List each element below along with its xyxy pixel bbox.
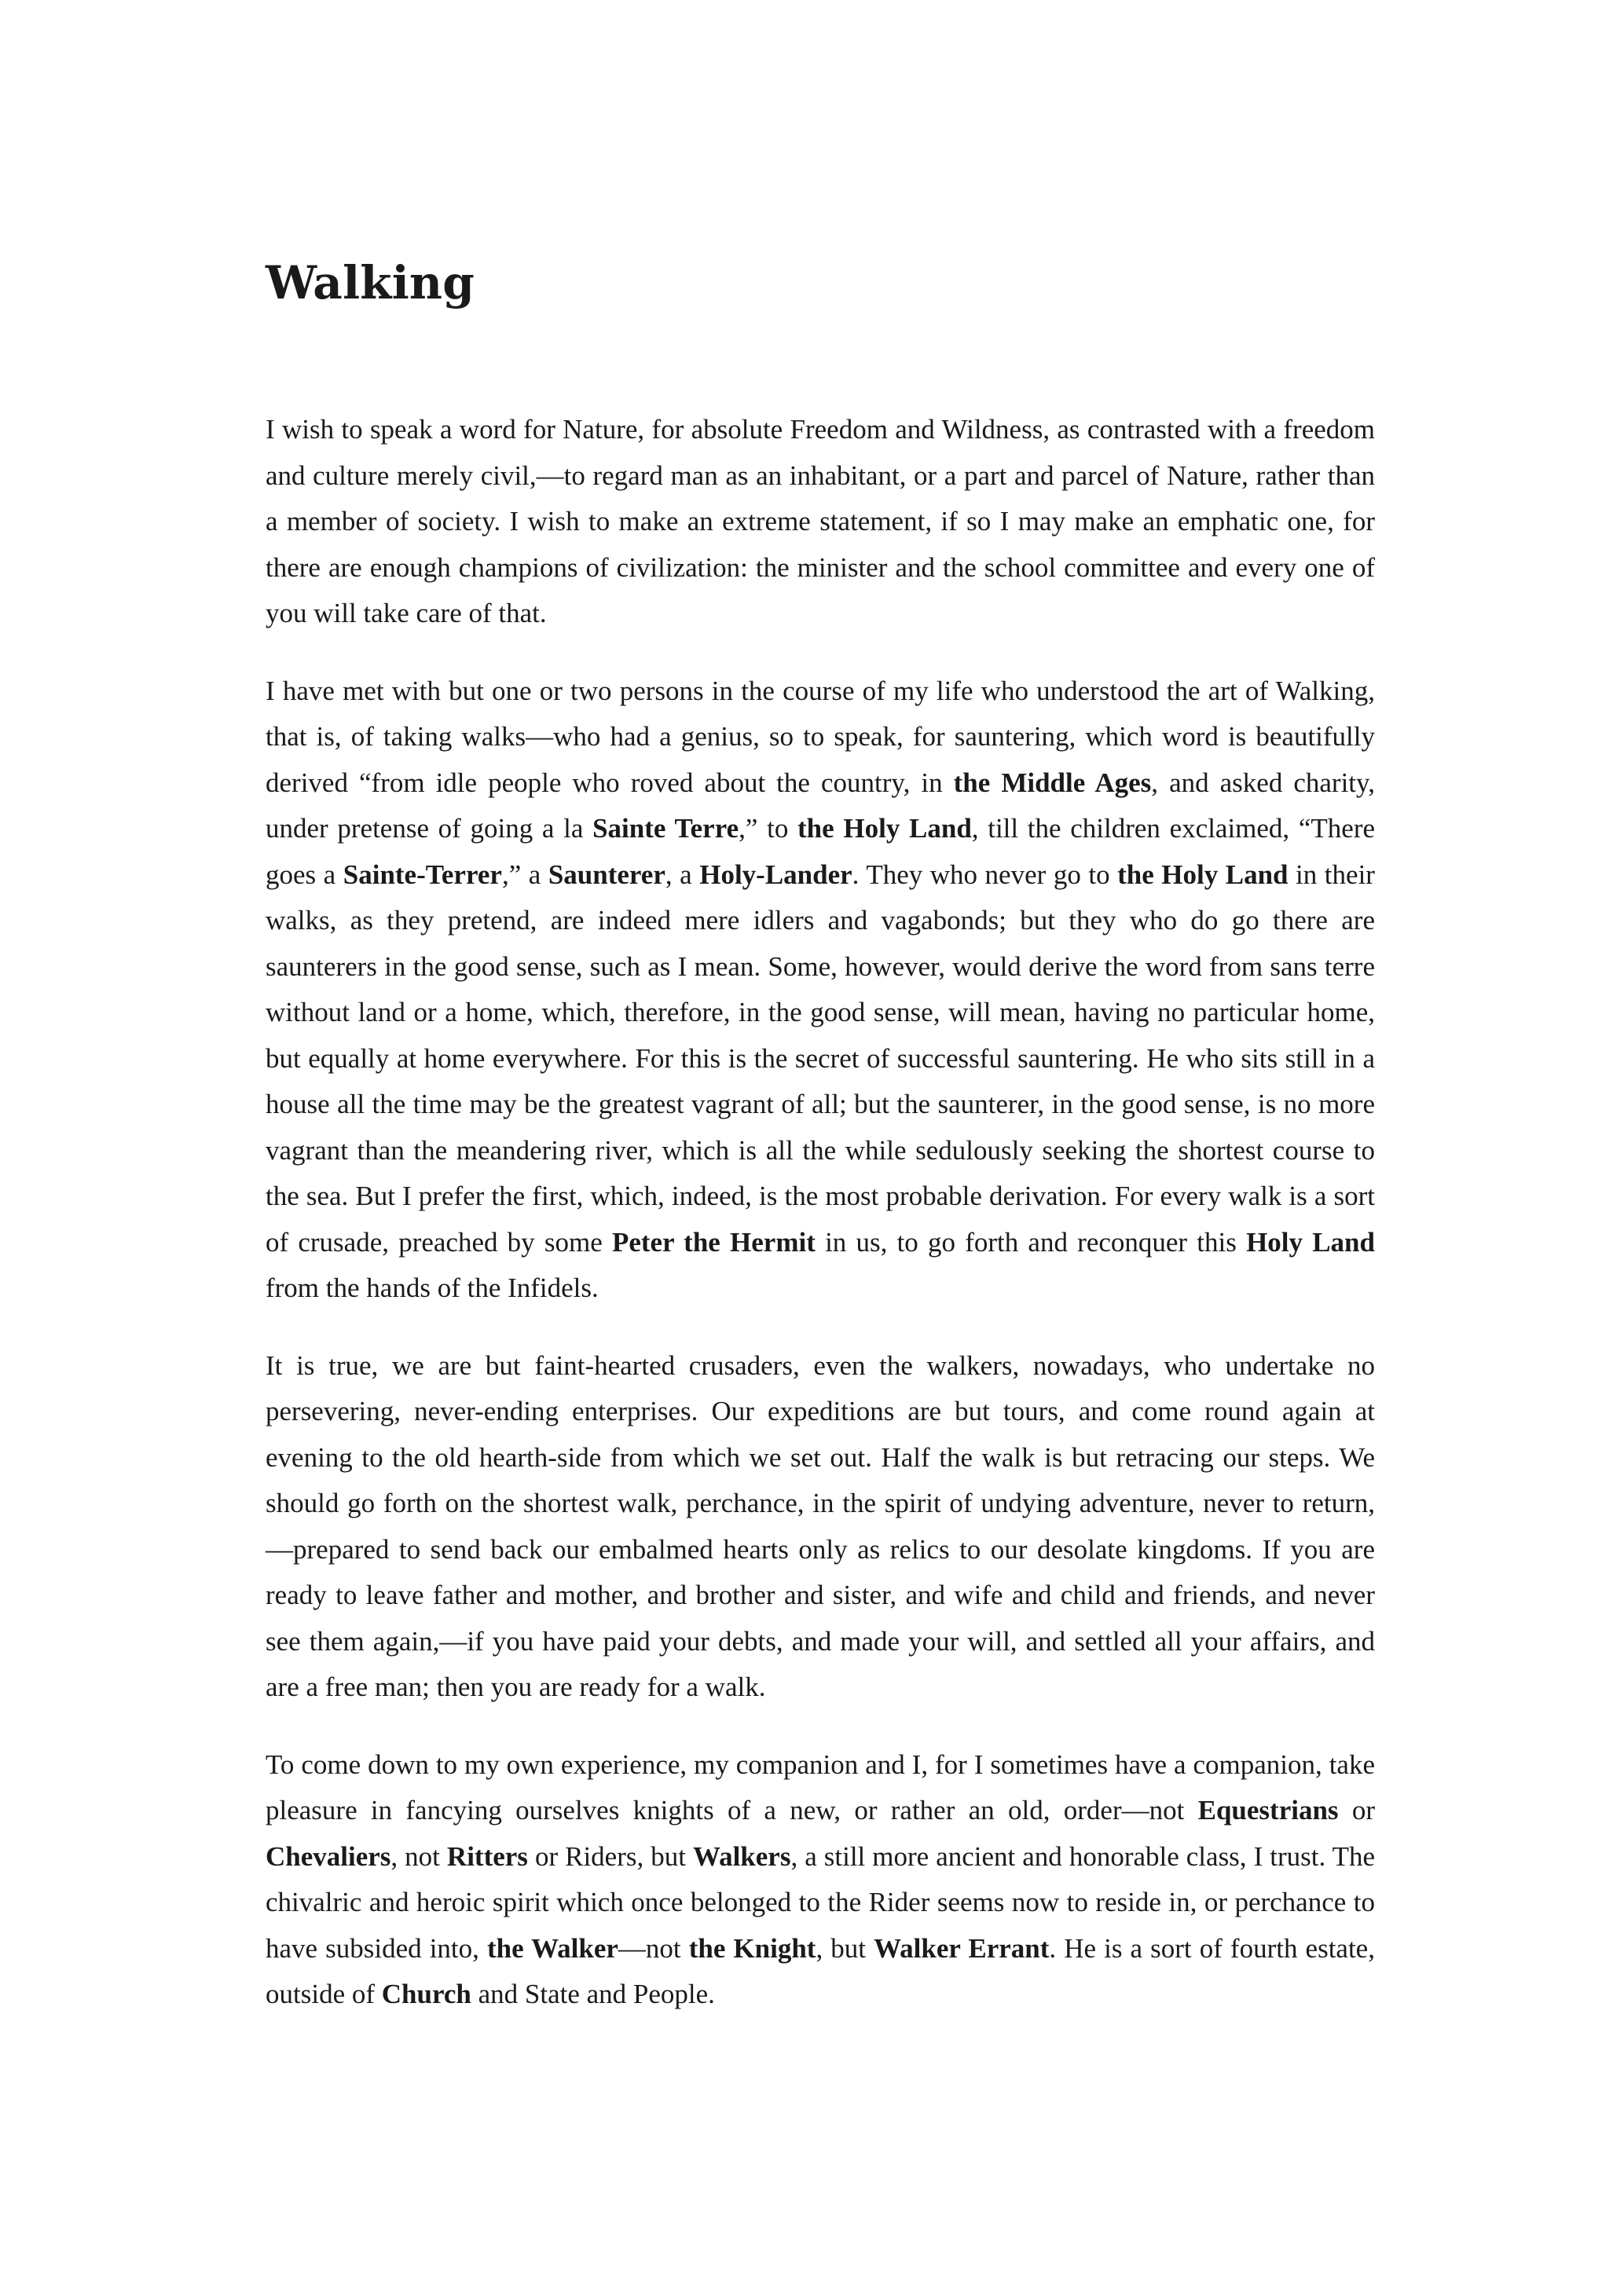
bold-term: Church: [381, 1979, 471, 2009]
document-page: [266, 251, 1375, 2049]
bold-term: Sainte Terre: [592, 813, 739, 844]
text-run: in their walks, as they pretend, are indeed mere idlers and vagabonds; but they who do go there are saunterers in the good sense, such as I mean. Some, however, would derive the word from sans terre without land or a home, which, therefore, in the good sense, will mean, having no particular home, but equally at home everywhere. For this is the secret of successful sauntering. He who sits still in a house all the time may be the greatest vagrant of all; but the saunterer, in the good sense, is no more vagrant than the meandering river, which is all the while sedulously seeking the shortest course to the sea. But I prefer the first, which, indeed, is the most probable derivation. For every walk is a sort of crusade, preached by some: [266, 859, 1375, 1258]
bold-term: the Knight: [688, 1932, 816, 1964]
text-run: , and asked charity, under pretense of going a la: [266, 767, 1375, 844]
text-run: , till the children exclaimed, “There goes a: [266, 813, 1376, 890]
text-run: I wish to speak a word for Nature, for absolute Freedom and Wildness, as contrasted with a freedom and culture merely civil,—to regard man as an inhabitant, or a part and parcel of Nature, rather than a member of society. I wish to make an extreme statement, if so I may make an emphatic one, for there are enough champions of civilization: the minister and the school committee and every one of you will take care of that.: [266, 414, 1375, 628]
bold-term: Peter the Hermit: [611, 1226, 816, 1258]
body-paragraph: [266, 1343, 1375, 1711]
bold-term: Equestrians: [1197, 1795, 1339, 1825]
text-run: , a still more ancient and honorable class, I trust. The chivalric and heroic spirit which once belonged to the Rider seems now to reside in, or perchance to have subsided into,: [266, 1840, 1375, 1964]
text-run: ,” to: [739, 813, 798, 844]
text-run: To come down to my own experience, my companion and I, for I sometimes have a companion, take pleasure in fancying ourselves knights of a new, or rather an old, order—not: [266, 1749, 1375, 1825]
bold-term: the Walker: [486, 1932, 618, 1964]
document-body: [266, 407, 1375, 2018]
text-run: , not: [390, 1840, 447, 1872]
text-run: and State and People.: [471, 1979, 715, 2009]
bold-term: Holy Land: [1246, 1226, 1375, 1258]
text-run: I have met with but one or two persons in the course of my life who understood the art of Walking, that is, of taking walks—who had a genius, so to speak, for sauntering, which word is beautifully derived “from idle people who roved about the country, in: [266, 675, 1375, 798]
text-run: —not: [618, 1932, 689, 1964]
bold-term: Holy-Lander: [699, 859, 852, 890]
bold-term: Ritters: [446, 1840, 528, 1872]
body-paragraph: [266, 668, 1375, 1312]
bold-term: the Holy Land: [797, 813, 972, 844]
bold-term: Walker Errant: [874, 1932, 1050, 1964]
document-title: Walking: [266, 256, 475, 309]
bold-term: Walkers: [693, 1840, 791, 1872]
text-run: , but: [816, 1932, 874, 1964]
bold-term: the Middle Ages: [953, 767, 1152, 798]
bold-term: Chevaliers: [266, 1840, 391, 1872]
body-paragraph: [266, 407, 1375, 637]
body-paragraph: [266, 1742, 1375, 2018]
text-run: ,” a: [501, 859, 548, 890]
text-run: It is true, we are but faint-hearted crusaders, even the walkers, nowadays, who undertake no persevering, never-ending enterprises. Our expeditions are but tours, and come round again at evening to the old hearth-side from which we set out. Half the walk is but retracing our steps. We should go forth on the shortest walk, perchance, in the spirit of undying adventure, never to return,—prepared to send back our embalmed hearts only as relics to our desolate kingdoms. If you are ready to leave father and mother, and brother and sister, and wife and child and friends, and never see them again,—if you have paid your debts, and made your will, and settled all your affairs, and are a free man; then you are ready for a walk.: [266, 1349, 1375, 1702]
text-run: or: [1338, 1795, 1375, 1825]
text-run: , a: [665, 859, 700, 890]
bold-term: the Holy Land: [1117, 859, 1289, 890]
bold-term: Saunterer: [548, 859, 665, 890]
bold-term: Sainte-Terrer: [343, 859, 502, 890]
text-run: or Riders, but: [527, 1840, 693, 1872]
text-run: in us, to go forth and reconquer this: [815, 1226, 1247, 1258]
text-run: . He is a sort of fourth estate, outside of: [266, 1932, 1375, 2009]
text-run: from the hands of the Infidels.: [266, 1273, 599, 1303]
text-run: . They who never go to: [852, 859, 1118, 890]
